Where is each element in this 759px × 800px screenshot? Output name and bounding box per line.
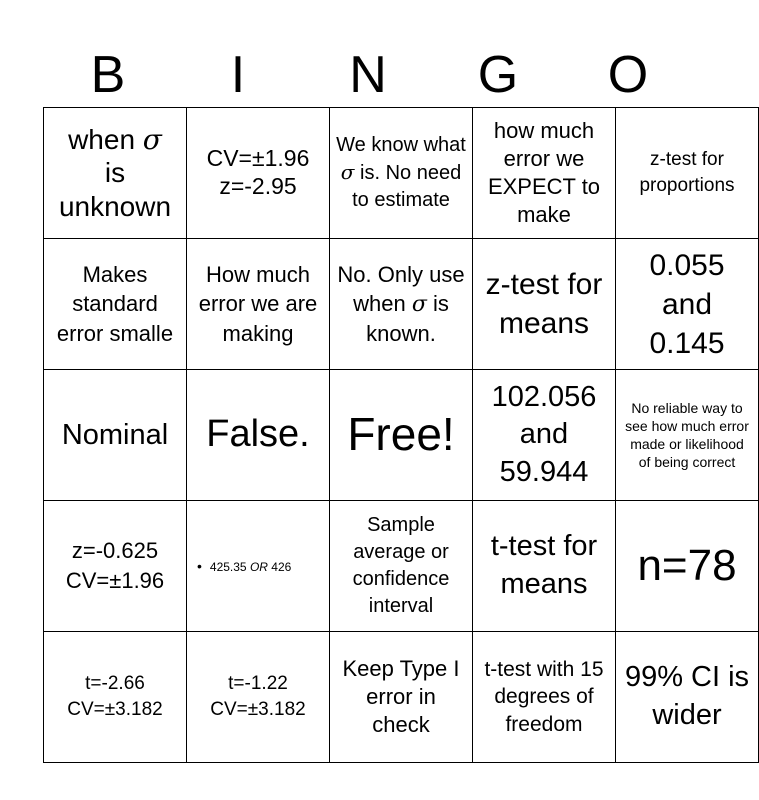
bingo-header bbox=[43, 44, 693, 106]
cell-text: when bbox=[68, 124, 136, 156]
board-row bbox=[44, 632, 759, 763]
bullet-icon: • bbox=[197, 557, 202, 574]
bingo-cell[interactable] bbox=[473, 632, 616, 763]
bingo-cell[interactable] bbox=[616, 370, 759, 501]
cell-text: Keep Type I error in check bbox=[342, 655, 460, 738]
math-or: OR bbox=[249, 559, 268, 574]
cell-text: z-test for proportions bbox=[639, 149, 735, 196]
cell-text: how much error we EXPECT to make bbox=[487, 117, 601, 228]
cell-text: Sample average or confidence interval bbox=[352, 514, 450, 617]
bingo-cell[interactable] bbox=[473, 239, 616, 370]
bingo-cell[interactable] bbox=[330, 239, 473, 370]
bingo-cell[interactable] bbox=[44, 239, 187, 370]
board-row bbox=[44, 239, 759, 370]
bingo-cell[interactable] bbox=[330, 501, 473, 632]
sigma-symbol: σ bbox=[340, 160, 355, 184]
header-letter-o: O bbox=[607, 46, 649, 104]
cell-text: 102.056 and 59.944 bbox=[491, 381, 597, 488]
bingo-cell[interactable] bbox=[330, 108, 473, 239]
cell-text: We know what bbox=[336, 134, 466, 156]
bingo-cell[interactable] bbox=[44, 501, 187, 632]
board-row bbox=[44, 108, 759, 239]
cell-text: Makes standard error smalle bbox=[56, 262, 174, 346]
cell-text: is. No need to estimate bbox=[352, 162, 462, 211]
bingo-cell[interactable] bbox=[44, 370, 187, 501]
cell-text: z-test for means bbox=[485, 268, 603, 340]
free-space-text: Free! bbox=[347, 408, 455, 461]
bingo-cell[interactable] bbox=[187, 501, 330, 632]
bingo-cell[interactable] bbox=[473, 501, 616, 632]
cell-text: 0.055 and 0.145 bbox=[649, 248, 725, 360]
cell-text: CV=±1.96 bbox=[206, 145, 310, 172]
cell-text: is known. bbox=[366, 290, 449, 347]
cell-text: CV=±3.182 bbox=[210, 699, 306, 720]
cell-text: t=-2.66 bbox=[85, 673, 145, 695]
bingo-cell[interactable] bbox=[473, 108, 616, 239]
cell-text: CV=±1.96 bbox=[65, 568, 165, 593]
bingo-board bbox=[43, 107, 759, 763]
cell-text: 99% CI is wider bbox=[624, 661, 750, 731]
header-letter-i: I bbox=[230, 46, 246, 104]
bingo-cell[interactable] bbox=[44, 108, 187, 239]
bingo-cell[interactable] bbox=[473, 370, 616, 501]
bingo-cell[interactable] bbox=[616, 108, 759, 239]
cell-text: t-test with 15 degrees of freedom bbox=[484, 658, 604, 736]
math-value: 425.35 bbox=[209, 559, 247, 574]
math-value: 426 bbox=[271, 559, 292, 574]
cell-text: t=-1.22 bbox=[228, 673, 288, 695]
board-row bbox=[44, 501, 759, 632]
cell-text: False. bbox=[206, 413, 310, 456]
cell-text: n=78 bbox=[637, 540, 737, 590]
bingo-cell[interactable] bbox=[44, 632, 187, 763]
header-letter-g: G bbox=[477, 46, 519, 104]
cell-text: No. Only use when bbox=[337, 261, 465, 316]
cell-text: How much error we are making bbox=[198, 262, 318, 346]
cell-text: CV=±3.182 bbox=[67, 699, 163, 720]
bingo-cell[interactable] bbox=[187, 239, 330, 370]
header-letter-n: N bbox=[349, 46, 387, 104]
bingo-cell[interactable] bbox=[330, 632, 473, 763]
cell-text: z=-2.95 bbox=[219, 173, 297, 199]
bingo-cell[interactable] bbox=[616, 501, 759, 632]
bingo-cell[interactable] bbox=[616, 239, 759, 370]
cell-text: z=-0.625 bbox=[71, 538, 159, 564]
sigma-symbol: σ bbox=[142, 123, 162, 157]
header-letter-b: B bbox=[90, 46, 126, 104]
bingo-cell[interactable] bbox=[330, 370, 473, 501]
cell-text: No reliable way to see how much error made or likelihood of being correct bbox=[625, 399, 749, 471]
cell-text: Nominal bbox=[61, 418, 169, 451]
cell-text: is unknown bbox=[58, 157, 172, 222]
bingo-cell[interactable] bbox=[616, 632, 759, 763]
cell-text: t-test for means bbox=[490, 530, 598, 600]
bingo-cell[interactable] bbox=[187, 370, 330, 501]
bingo-cell[interactable] bbox=[187, 632, 330, 763]
bingo-cell[interactable] bbox=[187, 108, 330, 239]
sigma-symbol: σ bbox=[411, 291, 427, 317]
board-row bbox=[44, 370, 759, 501]
